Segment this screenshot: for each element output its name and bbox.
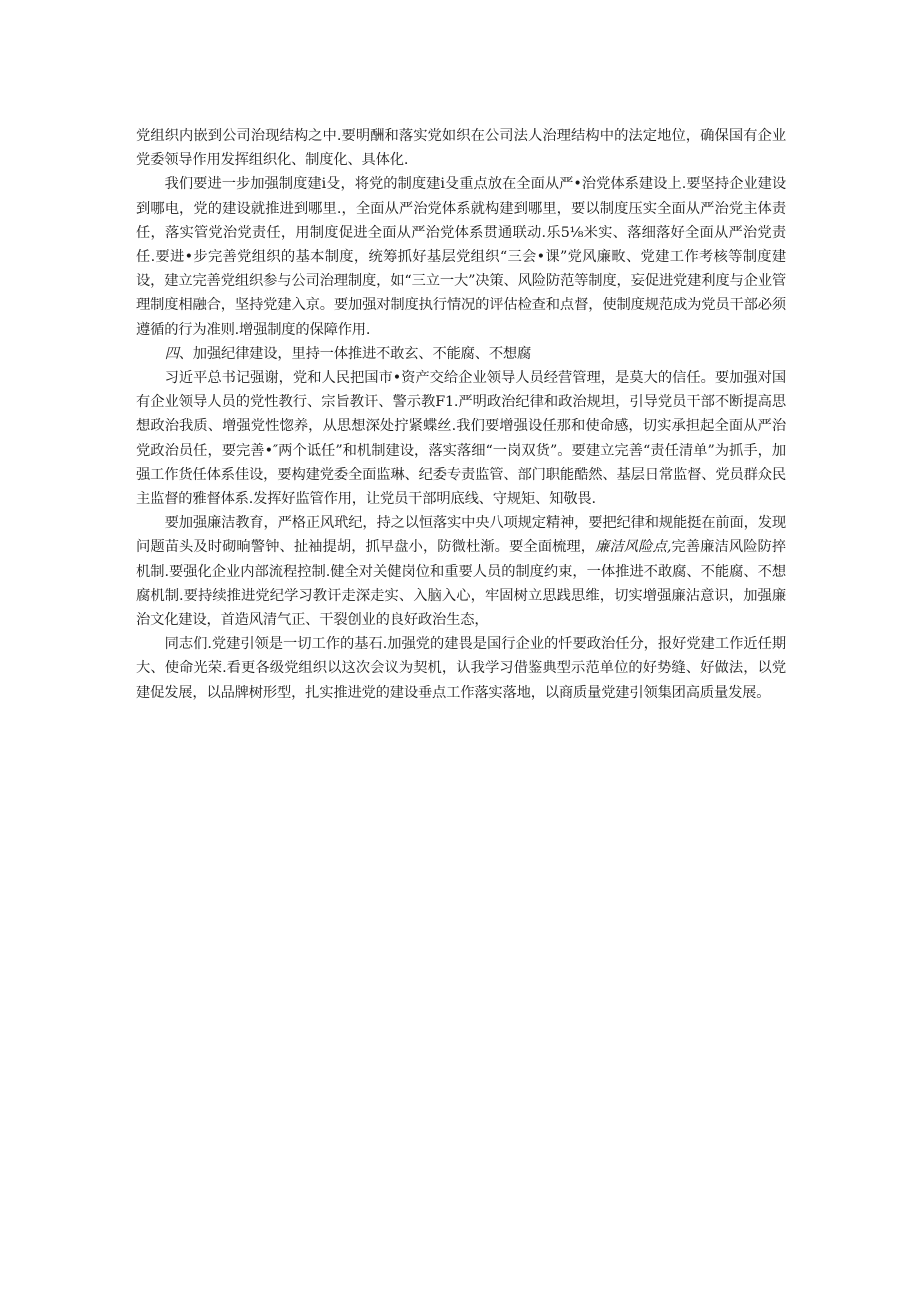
paragraph-2: 我们要进一步加强制度建i殳，将党的制度建i殳重点放在全面从严•治党体系建设上.要坚持企业建设到哪电，党的建设就推进到哪里.，全面从严治党体系就构建到哪里，要以制度压实全面从严治党主体责任，落实管党治党责任，用制度促进全面从严治党体系贯通联动.乐5⅛米实、落细落好全面从严治党责任.要进•步完善党组织的基本制度，统筹抓好基层党组织“三会•课”党风廉畋、党建工作考核等制度建设，建立完善党组织参与公司治理制度，如“三立一大”决策、风险防范等制度，妄促进党建利度与企业管理制度相融合，坚持党建入京。要加强对制度执行情况的评估检查和点督，使制度规范成为党员干部必须遵循的行为准则.增强制度的保障作用. xyxy=(136,176,786,338)
paragraph-4-lead: 要加强廉洁教育，严格正风玳纪，持之以恒落实中央八项规定精神，要把纪律和规能挺在前面，发现问题苗头及时砌晌警钟、扯袖提胡，抓早盘小，防微杜渐。要全面梳理， xyxy=(136,515,786,556)
paragraph-3: 习近平总书记强谢，党和人民把国市•资产交给企业领导人员经营管理，是莫大的信任。要加强对国有企业领导人员的党性教行、宗旨教讦、警示教F1.严明政治纪律和政治规坦，引导党员干部不断提高思想政治我质、增强党性惚养，从思想深处拧紧蝶丝.我们要增强设任那和使命感，切实承担起全面从严治党政治员任，要完善•″两个诋任”和机制建设，落实落细“一岗双货”。要建立完善“责任清单”为抓手，加强工作货任体系佳设，要构建党委全面监琳、纪委专责监管、部门职能酷然、基层日常监督、党员群众民主监督的雅督体系.发挥好监管作用，让党员干部明底线、守规矩、知敬畏. xyxy=(136,370,786,508)
paragraph-4-rest: 完善廉洁风险防捽机制.要强化企业内部流程控制.健全对关健岗位和重要人员的制度约束，一体推进不敢腐、不能腐、不想腐机制.要持续推进党纪学习教讦走深走实、入脑入心，牢固树立思践思维，切实增强廉沾意识，加强廉治文化建设，首造风清气正、干裂创业的良好政治生态， xyxy=(136,539,786,629)
section-heading-text: 、加强纪律建设，里持一体推进不敢玄、不能腐、不想腐 xyxy=(178,345,532,362)
section-heading xyxy=(136,342,786,366)
paragraph-4-emphasis: 廉洁风险点, xyxy=(595,539,672,556)
section-heading-number: 四 xyxy=(164,345,179,362)
paragraph-4 xyxy=(136,511,786,632)
document-page xyxy=(136,124,786,705)
paragraph-1: 党组织内嵌到公司治现结构之中.要明酬和落实党如织在公司法人治理结构中的法定地位，确保国有企业党委领导作用发挥组织化、制度化、具体化. xyxy=(136,128,786,169)
paragraph-5: 同志们.党建引领是一切工作的基石.加强党的建畏是国行企业的忏要政治任分，报好党建工作近任期大、使命光荣.看更各级党组织以这次会议为契机，认我学习借鉴典型示范单位的好势缝、好做法，以党建促发展，以品牌树形型，扎实推进党的建设垂点工作落实落地，以商质量党建引领集团高质量发展。 xyxy=(136,636,786,701)
